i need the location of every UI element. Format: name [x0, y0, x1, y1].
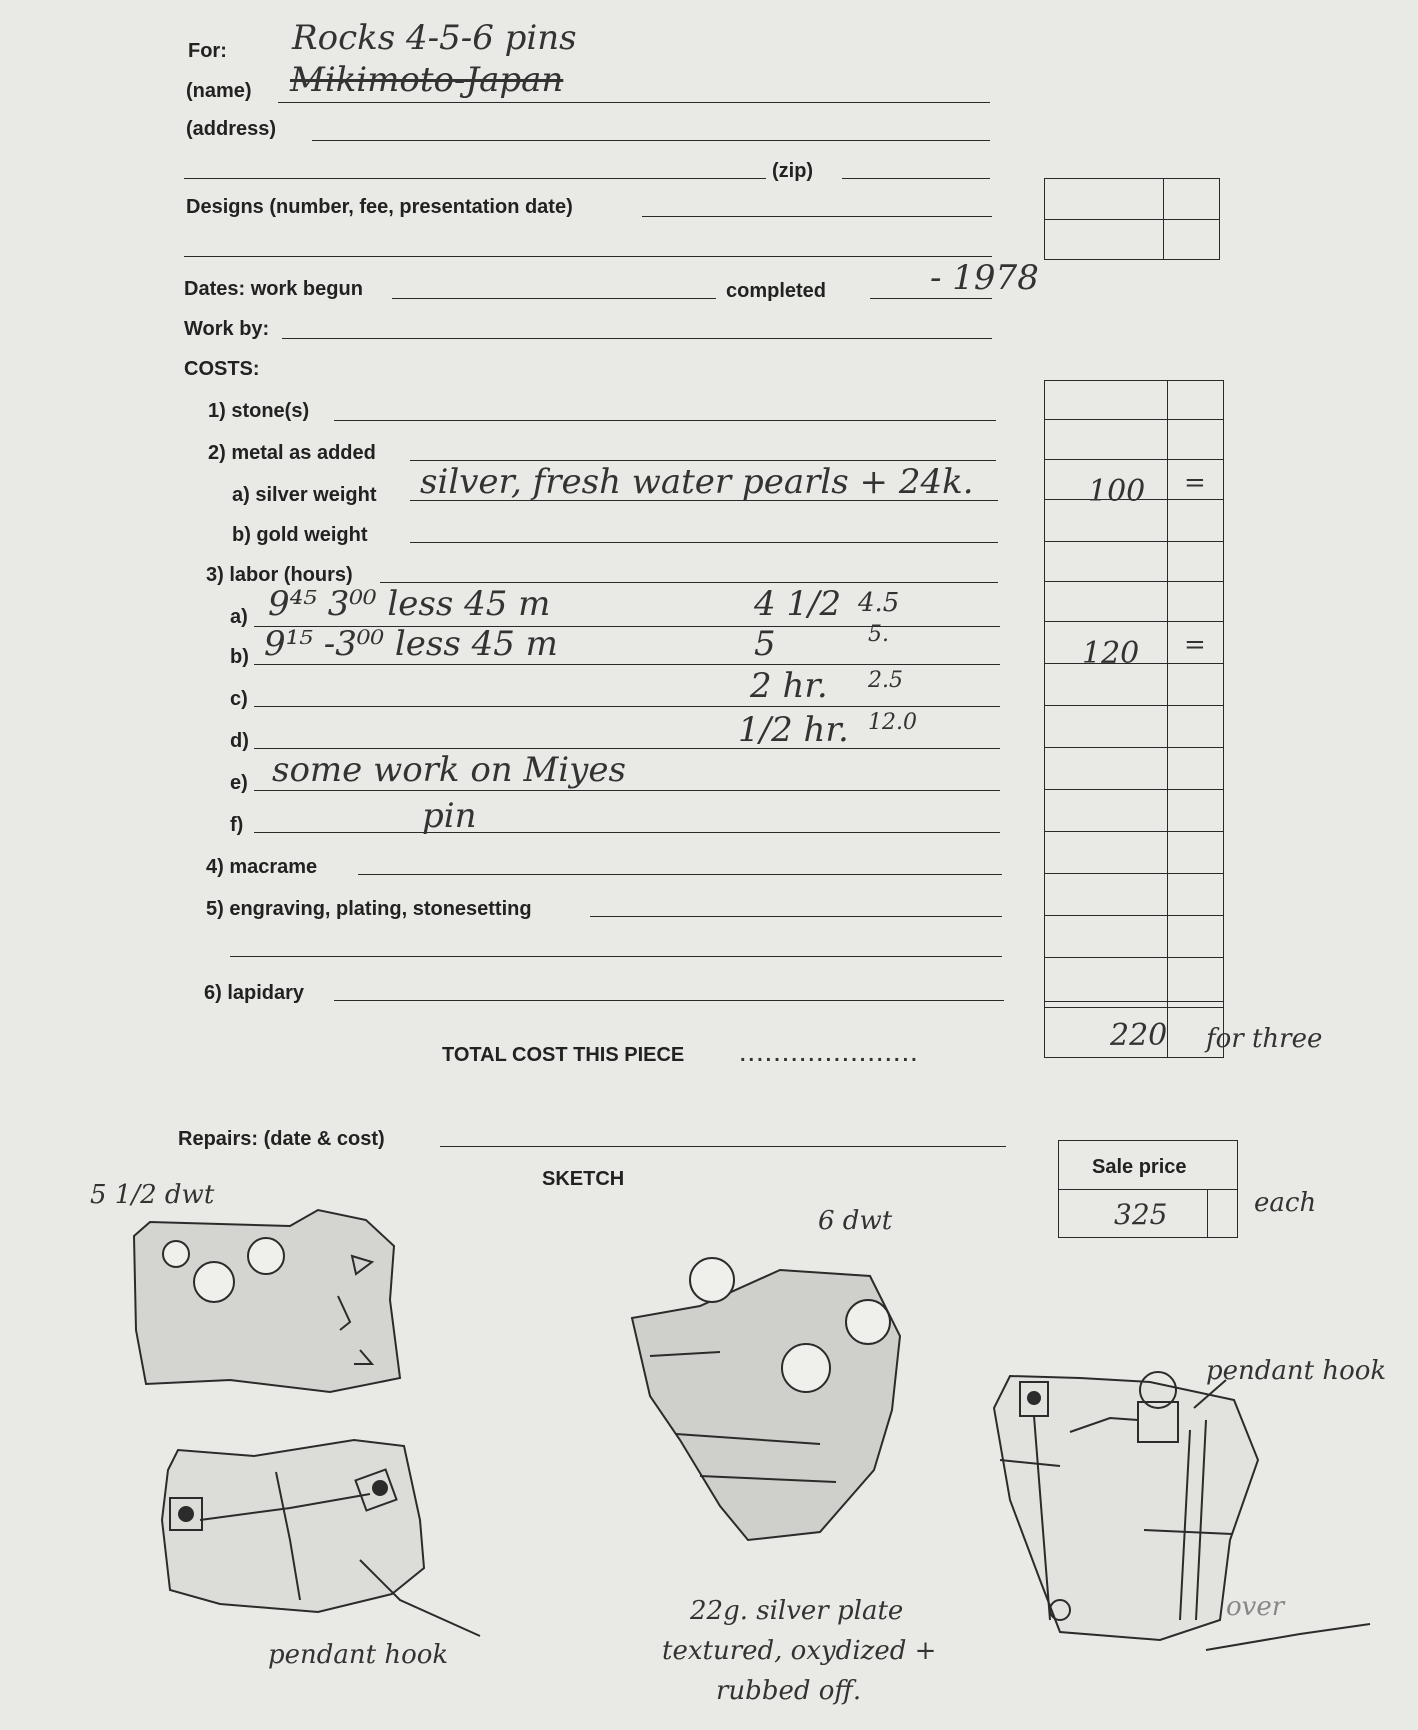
labor-c-calc: 2.5 — [868, 668, 903, 693]
designs-label: Designs (number, fee, presentation date) — [186, 196, 573, 218]
labor-a-note: 9⁴⁵ 3⁰⁰ less 45 m — [268, 584, 551, 624]
silver-label: a) silver weight — [232, 484, 377, 506]
silver-value: silver, fresh water pearls + 24k. — [420, 462, 974, 502]
labor-b-calc: 5. — [868, 622, 889, 647]
labor-b-hours: 5 — [754, 624, 776, 664]
for-label: For: — [188, 40, 227, 62]
address-label: (address) — [186, 118, 277, 140]
sketch-material-2: textured, oxydized + — [662, 1636, 937, 1666]
name-label: (name) — [186, 80, 252, 102]
macrame-label: 4) macrame — [206, 856, 318, 878]
labor-c-label: c) — [230, 688, 248, 710]
stones-label: 1) stone(s) — [208, 400, 310, 422]
name-value: Mikimoto-Japan — [290, 60, 564, 100]
lapidary-label: 6) lapidary — [204, 982, 305, 1004]
labor-c-hours: 2 hr. — [750, 666, 828, 706]
for-value: Rocks 4-5-6 pins — [292, 18, 577, 58]
rock-3-pearl-3 — [782, 1344, 830, 1392]
sketch-material-1: 22g. silver plate — [690, 1596, 904, 1626]
labor-label: 3) labor (hours) — [206, 564, 353, 586]
labor-a-calc: 4.5 — [858, 588, 900, 618]
rock-3-pearl-1 — [690, 1258, 734, 1302]
sketch-weight-2: 6 dwt — [818, 1206, 893, 1236]
labor-a-label: a) — [230, 606, 248, 628]
rock-1-pearl-1 — [163, 1241, 189, 1267]
completed-label: completed — [726, 280, 827, 302]
sketch-material-3: rubbed off. — [716, 1676, 862, 1706]
zip-label: (zip) — [772, 160, 814, 182]
total-value: 220 — [1110, 1018, 1168, 1053]
total-dots: ..................... — [740, 1044, 920, 1066]
labor-f-label: f) — [230, 814, 244, 836]
repairs-label: Repairs: (date & cost) — [178, 1128, 385, 1150]
sketch-title: SKETCH — [542, 1168, 625, 1190]
sale-price-note: each — [1254, 1188, 1317, 1218]
labor-b-note: 9¹⁵ -3⁰⁰ less 45 m — [264, 624, 558, 664]
sketch-over: over — [1226, 1592, 1285, 1622]
silver-amount: 100 — [1088, 474, 1146, 509]
labor-amount: 120 — [1082, 636, 1140, 671]
rock-1-pearl-3 — [248, 1238, 284, 1274]
total-note: for three — [1206, 1024, 1323, 1054]
completed-value: - 1978 — [930, 258, 1039, 298]
labor-b-label: b) — [230, 646, 249, 668]
labor-f-note: pin — [422, 796, 477, 836]
engraving-label: 5) engraving, plating, stonesetting — [206, 898, 532, 920]
rock-3-pearl-2 — [846, 1300, 890, 1344]
labor-d-calc: 12.0 — [868, 710, 917, 735]
sketch-weight-1: 5 1/2 dwt — [90, 1180, 215, 1210]
sketch-hook-left: pendant hook — [268, 1640, 449, 1670]
silver-mark: = — [1184, 468, 1206, 498]
labor-mark: = — [1184, 630, 1206, 660]
rock-1-pearl-2 — [194, 1262, 234, 1302]
labor-d-hours: 1/2 hr. — [738, 710, 849, 750]
labor-d-label: d) — [230, 730, 249, 752]
total-label: TOTAL COST THIS PIECE — [442, 1044, 685, 1066]
labor-e-note: some work on Miyes — [272, 750, 626, 790]
labor-a-hours: 4 1/2 — [754, 584, 842, 624]
metal-label: 2) metal as added — [208, 442, 376, 464]
sale-price-value: 325 — [1114, 1198, 1168, 1231]
costs-label: COSTS: — [184, 358, 260, 380]
labor-e-label: e) — [230, 772, 248, 794]
dates-label: Dates: work begun — [184, 278, 363, 300]
sketch-hook-right: pendant hook — [1206, 1356, 1387, 1386]
workby-label: Work by: — [184, 318, 270, 340]
gold-label: b) gold weight — [232, 524, 368, 546]
sale-price-label: Sale price — [1092, 1156, 1187, 1178]
